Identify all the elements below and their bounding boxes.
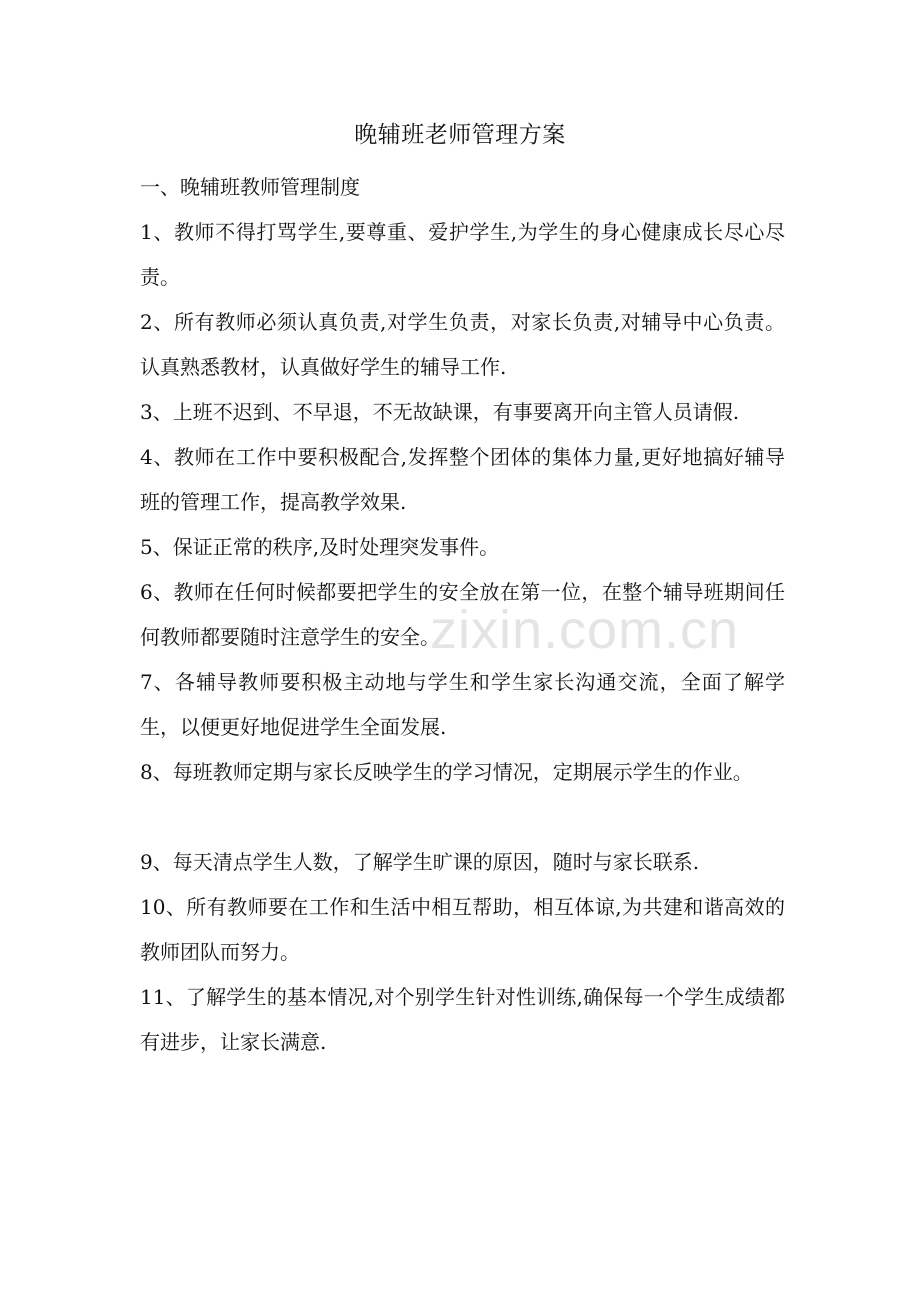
document-title: 晚辅班老师管理方案 [354,122,566,148]
section-heading: 一、晚辅班教师管理制度 [140,175,360,199]
rule-item-7: 7、各辅导教师要积极主动地与学生和学生家长沟通交流，全面了解学生，以便更好地促进学生全面发展. [140,670,785,739]
rule-item-10: 10、所有教师要在工作和生活中相互帮助，相互体谅,为共建和谐高效的教师团队而努力。 [140,895,785,964]
rule-item-9: 9、每天清点学生人数，了解学生旷课的原因，随时与家长联系. [140,850,700,874]
site-watermark: zixin.com.cn [430,600,740,660]
document-body [140,165,785,1065]
rule-item-4: 4、教师在工作中要积极配合,发挥整个团体的集体力量,更好地搞好辅导班的管理工作，提高教学效果. [140,445,785,514]
rule-item-3: 3、上班不迟到、不早退，不无故缺课，有事要离开向主管人员请假. [140,400,740,424]
rule-item-6: 6、教师在任何时候都要把学生的安全放在第一位，在整个辅导班期间任何教师都要随时注意学生的安全。 [140,580,785,649]
rule-item-1: 1、教师不得打骂学生,要尊重、爱护学生,为学生的身心健康成长尽心尽责。 [140,220,785,289]
rule-item-2: 2、所有教师必须认真负责,对学生负责，对家长负责,对辅导中心负责。认真熟悉教材，认真做好学生的辅导工作. [140,310,785,379]
rule-item-11: 11、了解学生的基本情况,对个别学生针对性训练,确保每一个学生成绩都有进步，让家长满意. [140,985,785,1054]
rule-item-5: 5、保证正常的秩序,及时处理突发事件。 [140,535,500,559]
rule-item-8: 8、每班教师定期与家长反映学生的学习情况，定期展示学生的作业。 [140,760,753,784]
blank-line [140,795,785,840]
